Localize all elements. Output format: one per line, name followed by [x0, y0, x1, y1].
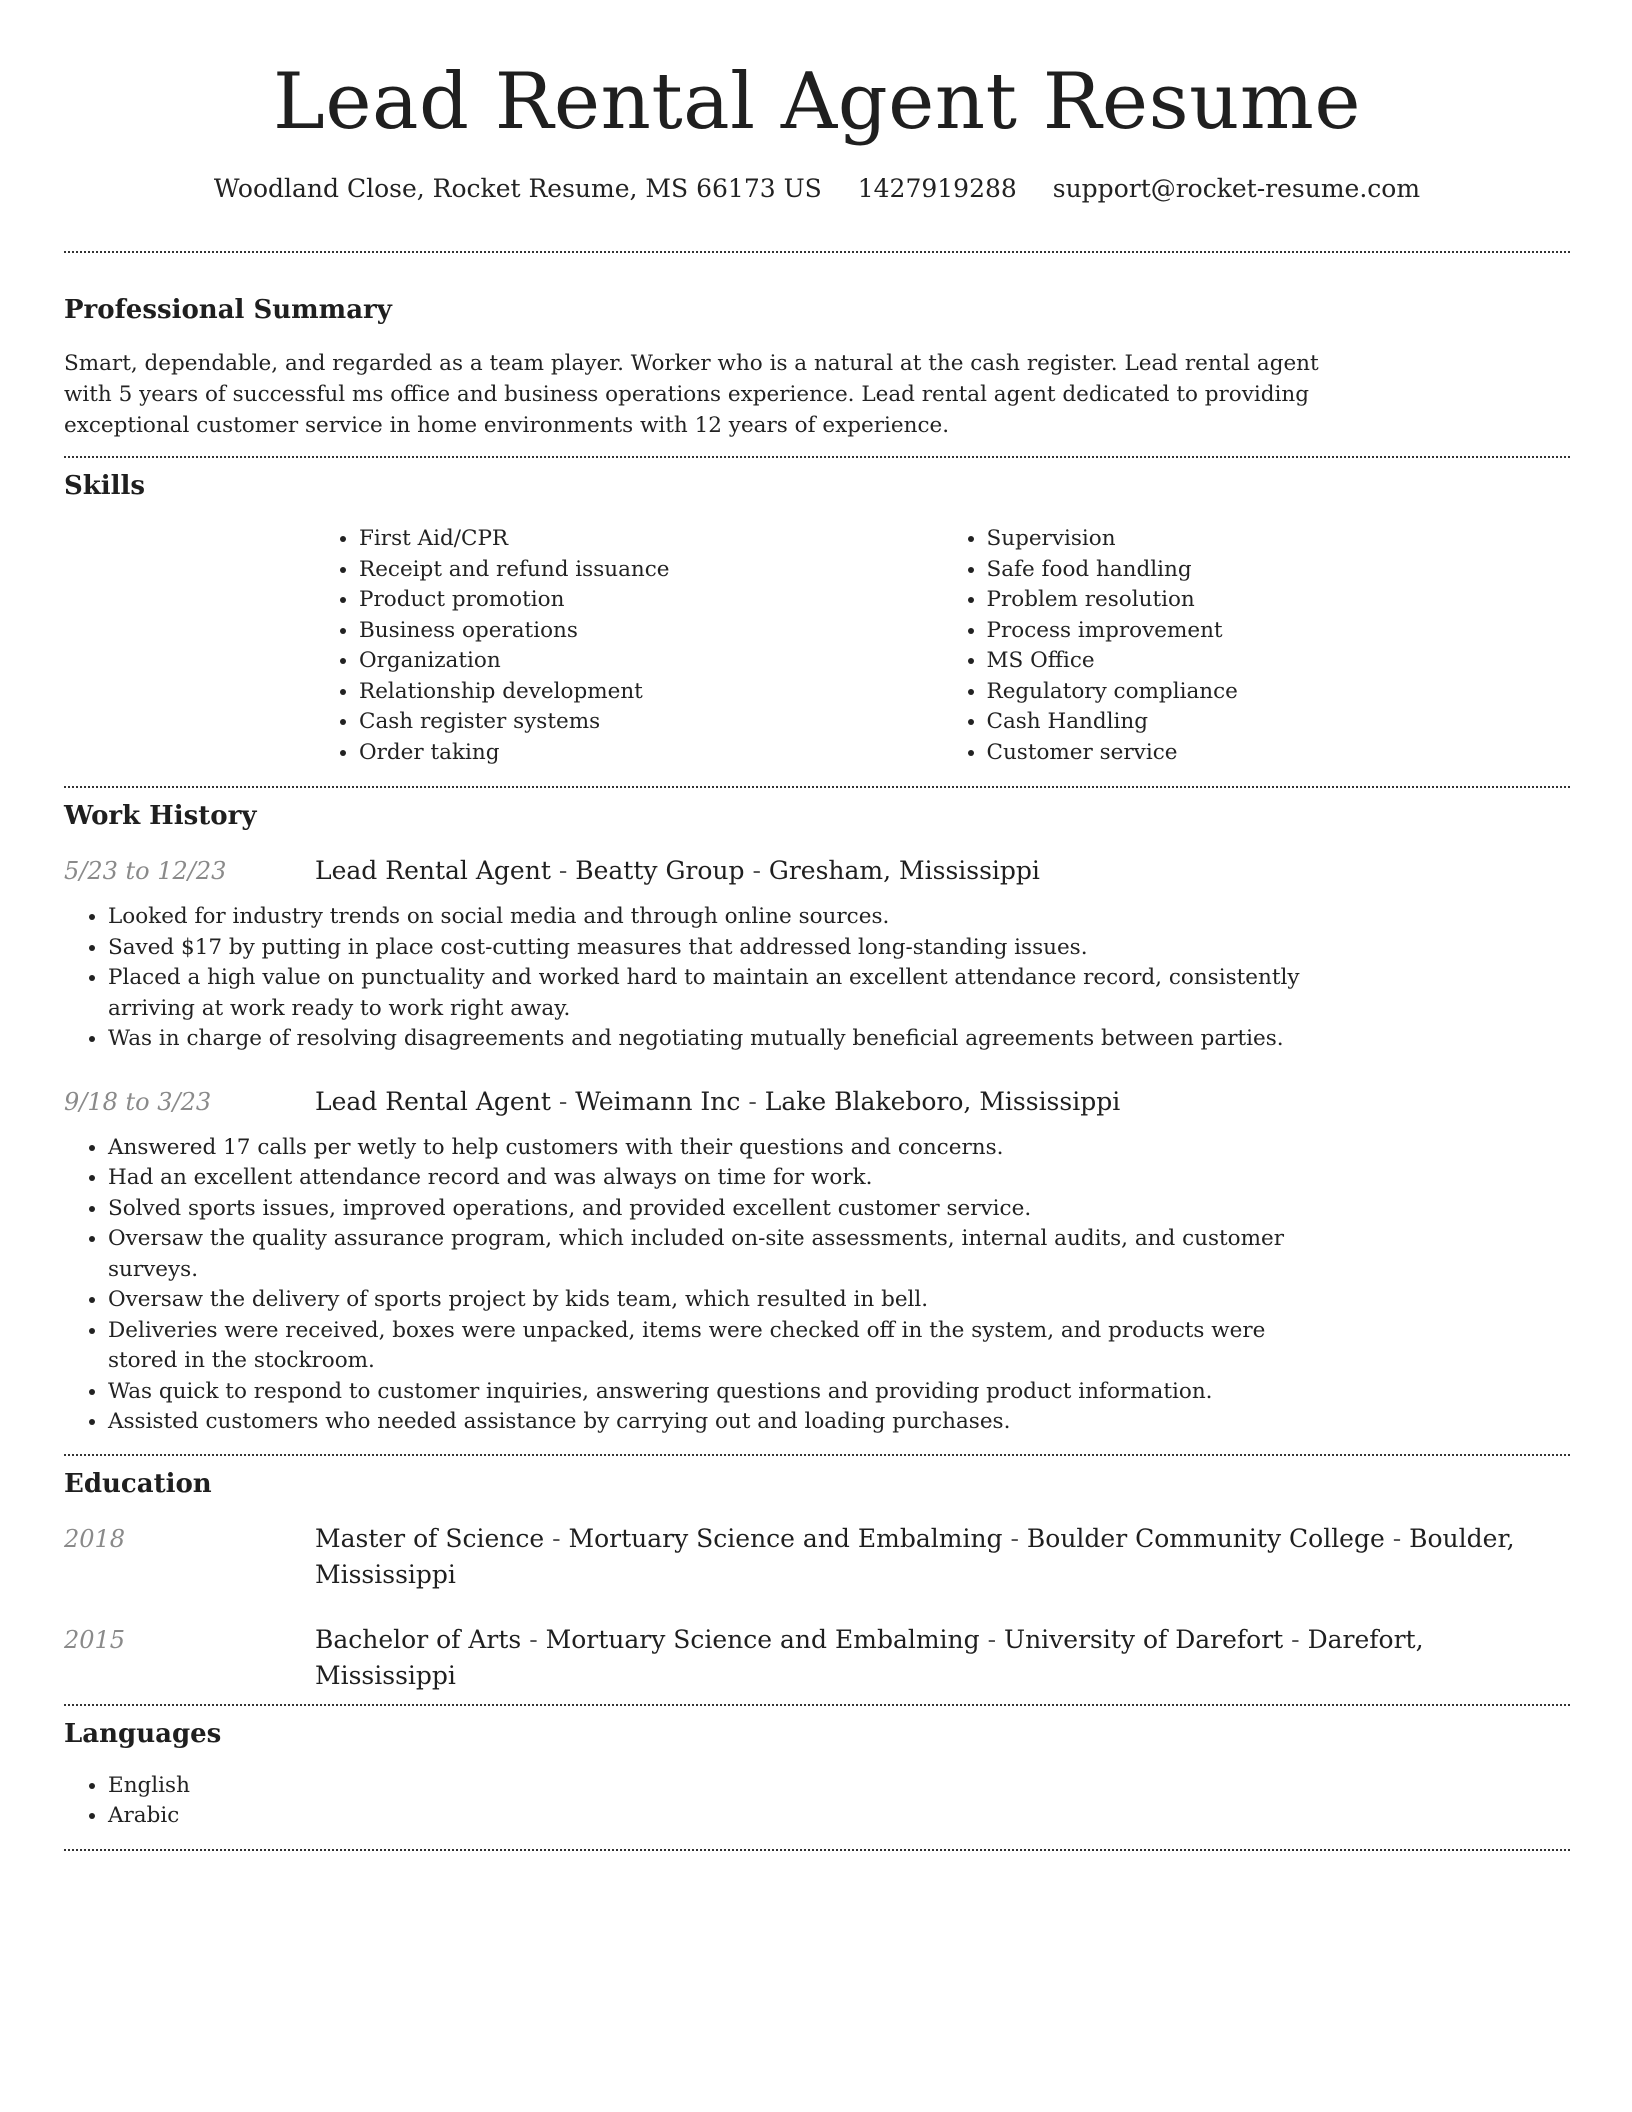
- job-bullet: • Was quick to respond to customer inquiries, answering questions and providing product information.: [108, 1377, 1319, 1408]
- section-divider: [64, 251, 1570, 253]
- skill-item: • Supervision: [987, 524, 1571, 555]
- skill-item: • Process improvement: [987, 616, 1571, 647]
- education-year: 2015: [64, 1625, 126, 1654]
- education-field: Mortuary Science and Embalming: [568, 1523, 1003, 1553]
- separator: -: [550, 856, 576, 885]
- job-dates: 5/23 to 12/23: [64, 857, 227, 885]
- summary-heading: Professional Summary: [64, 295, 392, 325]
- separator: -: [521, 1624, 546, 1654]
- skill-item: • Customer service: [987, 738, 1571, 769]
- languages-list: [64, 1771, 1570, 1832]
- work-history-heading: Work History: [64, 801, 257, 831]
- education-entry: [64, 1521, 1570, 1593]
- skill-item: • Safe food handling: [987, 555, 1571, 586]
- skill-item: • Cash register systems: [359, 707, 943, 738]
- job-bullet: • Oversaw the delivery of sports project by kids team, which resulted in bell.: [108, 1285, 1319, 1316]
- education-degree: Bachelor of Arts: [315, 1624, 522, 1654]
- education-field: Mortuary Science and Embalming: [545, 1624, 980, 1654]
- job-bullet: • Solved sports issues, improved operations, and provided excellent customer service.: [108, 1194, 1319, 1225]
- job-company: Weimann Inc: [575, 1086, 741, 1116]
- separator: -: [1283, 1624, 1308, 1654]
- section-divider: [64, 1849, 1570, 1851]
- skills-heading: Skills: [64, 471, 146, 501]
- skill-item: • Problem resolution: [987, 585, 1571, 616]
- education-entry: [64, 1622, 1570, 1694]
- work-history-section: [64, 799, 1570, 1438]
- contact-phone: 1427919288: [857, 174, 1017, 203]
- job-entry: [64, 853, 1570, 889]
- education-degree: Master of Science: [315, 1523, 545, 1553]
- job-location: Lake Blakeboro, Mississippi: [764, 1086, 1121, 1116]
- separator: -: [544, 1523, 569, 1553]
- job-title: [315, 1084, 1570, 1120]
- languages-section: [64, 1717, 1570, 1832]
- skill-item: • Order taking: [359, 738, 943, 769]
- contact-address: Woodland Close, Rocket Resume, MS 66173 US: [213, 174, 822, 203]
- job-location: Gresham, Mississippi: [768, 856, 1040, 885]
- job-title: [315, 853, 1570, 889]
- separator: -: [550, 1086, 576, 1116]
- separator: -: [744, 856, 769, 885]
- skill-item: • Cash Handling: [987, 707, 1571, 738]
- job-bullet: • Deliveries were received, boxes were unpacked, items were checked off in the system, and products were stored in the stockroom.: [108, 1316, 1319, 1377]
- job-bullet: • Assisted customers who needed assistance by carrying out and loading purchases.: [108, 1407, 1319, 1438]
- job-bullet: • Answered 17 calls per wetly to help customers with their questions and concerns.: [108, 1133, 1319, 1164]
- language-item: • Arabic: [108, 1801, 1570, 1832]
- contact-info: [64, 172, 1570, 206]
- job-bullet: • Looked for industry trends on social media and through online sources.: [108, 902, 1319, 933]
- separator: -: [740, 1086, 765, 1116]
- separator: -: [979, 1624, 1004, 1654]
- skills-list: [315, 524, 1570, 768]
- skill-item: • First Aid/CPR: [359, 524, 943, 555]
- job-dates: 9/18 to 3/23: [64, 1087, 212, 1116]
- education-heading: Education: [64, 1468, 212, 1499]
- skills-column-right: [943, 524, 1571, 768]
- job-role: Lead Rental Agent: [315, 1086, 551, 1116]
- section-divider: [64, 1704, 1570, 1706]
- education-title: [315, 1622, 1570, 1694]
- job-bullets: [64, 1133, 1319, 1438]
- skill-item: • MS Office: [987, 646, 1571, 677]
- job-entry: [64, 1084, 1570, 1120]
- job-bullet: • Had an excellent attendance record and was always on time for work.: [108, 1163, 1319, 1194]
- education-title: [315, 1521, 1570, 1593]
- job-role: Lead Rental Agent: [315, 856, 551, 885]
- education-school: Boulder Community College: [1026, 1523, 1385, 1553]
- skills-section: [64, 469, 1570, 768]
- job-bullets: [64, 902, 1319, 1055]
- section-divider: [64, 786, 1570, 788]
- languages-heading: Languages: [64, 1718, 222, 1749]
- separator: -: [1002, 1523, 1027, 1553]
- resume-title: Lead Rental Agent Resume: [273, 57, 1361, 147]
- separator: -: [1384, 1523, 1410, 1553]
- resume-page: [64, 0, 1570, 1851]
- job-company: Beatty Group: [575, 856, 745, 885]
- education-section: [64, 1467, 1570, 1694]
- job-bullet: • Placed a high value on punctuality and worked hard to maintain an excellent attendance record, consistently arriving at work ready to work right away.: [108, 963, 1319, 1024]
- education-location: Boulder, Mississippi: [315, 1523, 1515, 1589]
- section-divider: [64, 1454, 1570, 1456]
- skills-column-left: [315, 524, 943, 768]
- job-bullet: • Saved $17 by putting in place cost-cutting measures that addressed long-standing issues.: [108, 933, 1319, 964]
- summary-section: [64, 293, 1570, 441]
- skill-item: • Relationship development: [359, 677, 943, 708]
- summary-text: Smart, dependable, and regarded as a team player. Worker who is a natural at the cash register. Lead rental agent with 5 years of successful ms office and business operations experience. Lead rental agent dedicated to providing exceptional customer service in home environments with 12 years of experience.: [64, 351, 1319, 438]
- job-bullet: • Was in charge of resolving disagreements and negotiating mutually beneficial agreements between parties.: [108, 1024, 1319, 1055]
- skill-item: • Business operations: [359, 616, 943, 647]
- section-divider: [64, 456, 1570, 458]
- language-item: • English: [108, 1771, 1570, 1802]
- contact-email: support@rocket-resume.com: [1052, 174, 1421, 203]
- skill-item: • Regulatory compliance: [987, 677, 1571, 708]
- education-school: University of Darefort: [1004, 1624, 1284, 1654]
- education-year: 2018: [64, 1524, 126, 1553]
- job-bullet: • Oversaw the quality assurance program, which included on-site assessments, internal audits, and customer surveys.: [108, 1224, 1319, 1285]
- skill-item: • Organization: [359, 646, 943, 677]
- skill-item: • Product promotion: [359, 585, 943, 616]
- skill-item: • Receipt and refund issuance: [359, 555, 943, 586]
- education-location: Darefort, Mississippi: [315, 1624, 1424, 1690]
